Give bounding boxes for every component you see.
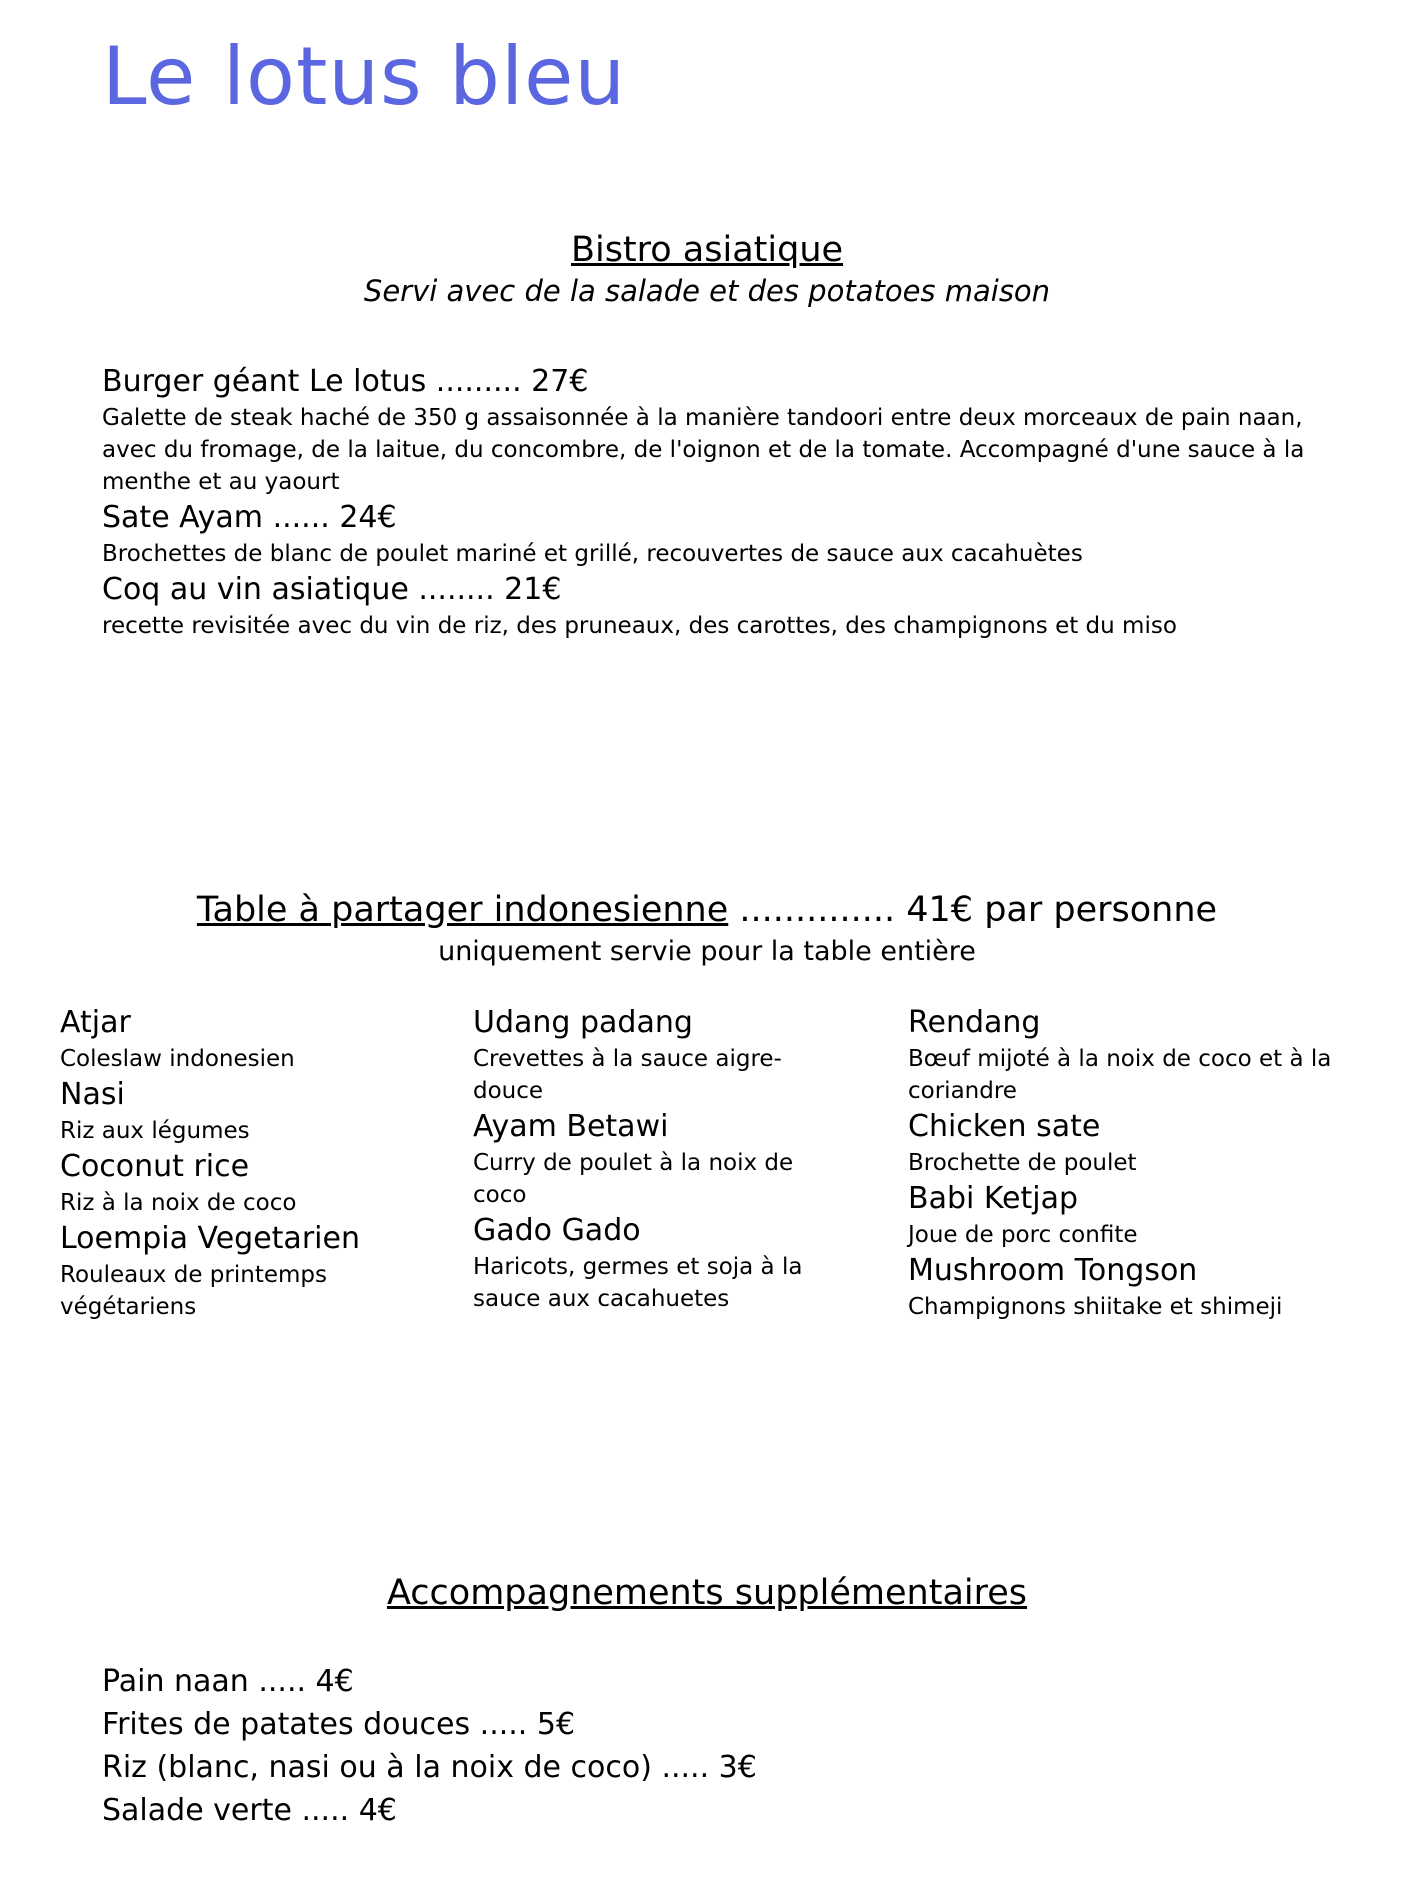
dish-name: Gado Gado — [473, 1213, 641, 1248]
bistro-header — [0, 230, 1414, 308]
side-item: Pain naan ..... 4€ — [102, 1664, 354, 1699]
bistro-title: Bistro asiatique — [570, 230, 844, 270]
dish-description: Riz à la noix de coco — [60, 1190, 297, 1216]
restaurant-title: Le lotus bleu — [102, 30, 627, 123]
dish-name: Chicken sate — [908, 1109, 1101, 1144]
item-description: recette revisitée avec du vin de riz, des pruneaux, des carottes, des champignons et du miso — [102, 613, 1177, 639]
menu-item — [102, 570, 1332, 642]
dish-name: Babi Ketjap — [908, 1181, 1079, 1216]
table-column-3 — [908, 1003, 1348, 1323]
side-item: Riz (blanc, nasi ou à la noix de coco) ..... 3€ — [102, 1750, 757, 1785]
side-item: Salade verte ..... 4€ — [102, 1793, 397, 1828]
sides-list — [102, 1660, 757, 1832]
dish-name: Rendang — [908, 1005, 1041, 1040]
dish-description: Curry de poulet à la noix de coco — [473, 1150, 794, 1208]
dish-name: Atjar — [60, 1005, 131, 1040]
item-description: Galette de steak haché de 350 g assaisonnée à la manière tandoori entre deux morceaux de pain naan, avec du fromage, de la laitue, du concombre, de l'oignon et de la tomate. Accompagné d'une sauce à la menthe et au yaourt — [102, 405, 1305, 495]
dish-description: Crevettes à la sauce aigre-douce — [473, 1046, 782, 1104]
dish-name: Nasi — [60, 1077, 125, 1112]
dish-name: Loempia Vegetarien — [60, 1221, 360, 1256]
side-item: Frites de patates douces ..... 5€ — [102, 1707, 576, 1742]
dish-description: Rouleaux de printemps végétariens — [60, 1262, 327, 1320]
table-header — [0, 890, 1414, 967]
dish-description: Bœuf mijoté à la noix de coco et à la coriandre — [908, 1046, 1332, 1104]
item-name: Burger géant Le lotus ......... 27€ — [102, 364, 589, 399]
dish-name: Mushroom Tongson — [908, 1253, 1198, 1288]
bistro-items — [102, 362, 1332, 642]
dish-description: Brochette de poulet — [908, 1150, 1137, 1176]
dish-description: Riz aux légumes — [60, 1118, 250, 1144]
item-name: Coq au vin asiatique ........ 21€ — [102, 572, 562, 607]
dish-description: Champignons shiitake et shimeji — [908, 1294, 1283, 1320]
bistro-subtitle: Servi avec de la salade et des potatoes maison — [363, 274, 1051, 308]
item-name: Sate Ayam ...... 24€ — [102, 500, 397, 535]
table-title-line — [0, 890, 1414, 930]
dish-name: Ayam Betawi — [473, 1109, 669, 1144]
dish-description: Coleslaw indonesien — [60, 1046, 295, 1072]
table-column-2 — [473, 1003, 813, 1315]
table-title: Table à partager indonesienne — [196, 890, 729, 930]
menu-item — [102, 362, 1332, 498]
dish-name: Udang padang — [473, 1005, 693, 1040]
dish-description: Joue de porc confite — [908, 1222, 1138, 1248]
sides-header — [0, 1573, 1414, 1613]
table-price: .............. 41€ par personne — [728, 890, 1218, 930]
table-subtitle: uniquement servie pour la table entière — [438, 936, 976, 967]
table-column-1 — [60, 1003, 400, 1323]
item-description: Brochettes de blanc de poulet mariné et grillé, recouvertes de sauce aux cacahuètes — [102, 541, 1083, 567]
dish-name: Coconut rice — [60, 1149, 250, 1184]
menu-item — [102, 498, 1332, 570]
sides-title: Accompagnements supplémentaires — [386, 1573, 1027, 1613]
dish-description: Haricots, germes et soja à la sauce aux cacahuetes — [473, 1254, 803, 1312]
